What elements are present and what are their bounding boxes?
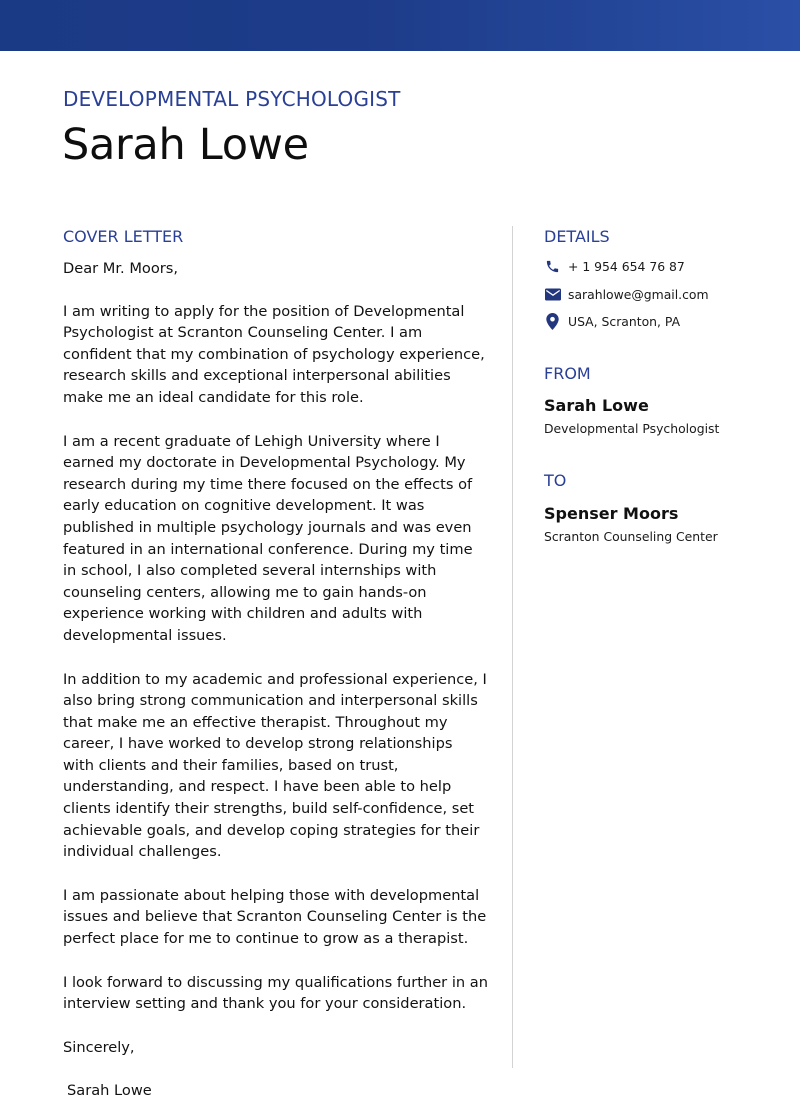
letter-paragraph: I am a recent graduate of Lehigh University where I earned my doctorate in Developmental Psychology. My research during my time there focused on the effects of early education on cognitive development. It was published in multiple psychology journals and was even featured in an international conference. During my time in school, I also completed several internships with counseling centers, allowing me to gain hands-on experience working with children and adults with developmental issues. — [63, 432, 473, 644]
applicant-name: Sarah Lowe — [62, 120, 309, 170]
email-text: sarahlowe@gmail.com — [568, 286, 709, 302]
letter-paragraph: I look forward to discussing my qualifications further in an interview setting and thank you for your consideration. — [63, 973, 488, 1013]
detail-location — [544, 312, 680, 330]
column-divider — [512, 226, 513, 1068]
cover-letter-heading: COVER LETTER — [63, 227, 184, 246]
letter-body — [63, 258, 488, 1102]
from-title: Developmental Psychologist — [544, 421, 720, 436]
location-text: USA, Scranton, PA — [568, 313, 681, 329]
letter-signature: Sarah Lowe — [67, 1082, 152, 1100]
location-pin-icon — [544, 313, 561, 330]
details-heading: DETAILS — [544, 227, 610, 246]
letter-paragraph: I am passionate about helping those with developmental issues and believe that Scranton Counseling Center is the perfect place for me to continue to grow as a therapist. — [63, 886, 487, 948]
letter-paragraph: In addition to my academic and professional experience, I also bring strong communication and interpersonal skills that make me an effective therapist. Throughout my career, I have worked to develop strong relationships with clients and their families, based on trust, understanding, and respect. I have been able to help clients identify their strengths, build self-confidence, set achievable goals, and develop coping strategies for their individual challenges. — [63, 670, 487, 861]
phone-icon — [544, 258, 561, 275]
to-name: Spenser Moors — [544, 504, 679, 523]
job-title: DEVELOPMENTAL PSYCHOLOGIST — [63, 87, 401, 111]
letter-greeting: Dear Mr. Moors, — [63, 260, 179, 277]
from-heading: FROM — [544, 364, 591, 383]
to-organization: Scranton Counseling Center — [544, 529, 718, 544]
letter-paragraph: I am writing to apply for the position of Developmental Psychologist at Scranton Counseling Center. I am confident that my combination of psychology experience, research skills and exceptional interpersonal abilities make me an ideal candidate for this role. — [63, 302, 485, 406]
header-band — [0, 0, 800, 51]
to-heading: TO — [544, 471, 567, 490]
letter-closing: Sincerely, — [63, 1038, 135, 1056]
detail-phone[interactable] — [544, 257, 685, 275]
from-name: Sarah Lowe — [544, 396, 649, 415]
email-icon — [544, 286, 561, 303]
detail-email[interactable] — [544, 285, 709, 303]
phone-text: + 1 954 654 76 87 — [568, 258, 685, 274]
